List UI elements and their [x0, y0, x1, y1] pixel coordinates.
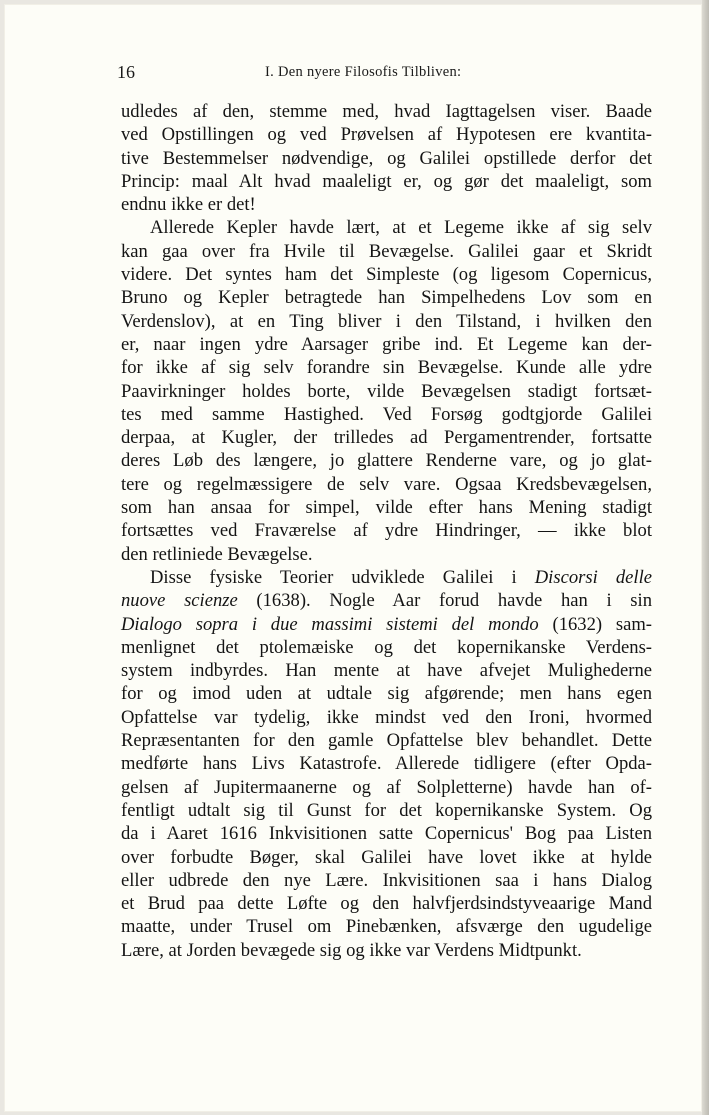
text-line [121, 846, 652, 869]
text-line [121, 403, 652, 426]
text-run: som han ansaa for simpel, vilde efter hans Mening stadigt [121, 497, 652, 519]
text-run: Princip: maal Alt hvad maaleligt er, og gør det maaleligt, som [121, 170, 652, 192]
text-line [121, 799, 652, 822]
text-line [121, 170, 652, 193]
text-run: Bruno og Kepler betragtede han Simpelhedens Lov som en [121, 287, 652, 309]
text-line [121, 682, 652, 705]
book-page [4, 4, 702, 1112]
text-run: (1632) sam- [538, 613, 652, 635]
text-run: derpaa, at Kugler, der trilledes ad Pergamentrender, fortsatte [121, 427, 652, 449]
text-run: udledes af den, stemme med, hvad Iagttagelsen viser. Baade [121, 101, 652, 122]
text-line [121, 613, 652, 636]
text-run: tere og regelmæssigere de selv vare. Ogsaa Kredsbevægelsen, [121, 473, 652, 495]
text-line [121, 892, 652, 915]
text-run: kan gaa over fra Hvile til Bevægelse. Galilei gaar et Skridt [121, 240, 652, 262]
text-line [121, 752, 652, 775]
text-run: Verdenslov), at en Ting bliver i den Tilstand, i hvilken den [121, 310, 652, 332]
text-line [121, 659, 652, 682]
text-line [121, 286, 652, 309]
text-run: for og imod uden at udtale sig afgørende; men hans egen [121, 683, 652, 705]
body-text [121, 100, 652, 962]
page-header [117, 62, 657, 84]
text-run: for ikke af sig selv forandre sin Bevægelse. Kunde alle ydre [121, 357, 652, 379]
text-run: Opfattelse var tydelig, ikke mindst ved den Ironi, hvormed [121, 706, 652, 728]
text-run: er, naar ingen ydre Aarsager gribe ind. Et Legeme kan der- [121, 333, 652, 355]
text-line [121, 939, 652, 962]
text-run: maatte, under Trusel om Pinebænken, afsværge den ugudelige [121, 916, 652, 938]
text-line [121, 356, 652, 379]
text-run: (1638). Nogle Aar forud havde han i sin [237, 590, 652, 612]
text-line [121, 473, 652, 496]
text-run: den retliniede Bevægelse. [121, 543, 313, 565]
text-run: ved Opstillingen og ved Prøvelsen af Hypotesen ere kvantita- [121, 124, 652, 146]
text-run: fentligt udtalt sig til Gunst for det kopernikanske System. Og [121, 799, 652, 821]
text-line [121, 543, 652, 566]
text-run: Disse fysiske Teorier udviklede Galilei i [150, 566, 535, 588]
text-line [121, 216, 652, 239]
text-run: tive Bestemmelser nødvendige, og Galilei opstillede derfor det [121, 147, 652, 169]
text-line [121, 589, 652, 612]
text-line [121, 869, 652, 892]
text-line [121, 100, 652, 123]
text-line [121, 380, 652, 403]
text-line [121, 496, 652, 519]
text-run: tes med samme Hastighed. Ved Forsøg godtgjorde Galilei [121, 403, 652, 425]
italic-title: nuove scienze [121, 590, 238, 612]
text-line [121, 915, 652, 938]
text-line [121, 123, 652, 146]
text-run: endnu ikke er det! [121, 194, 256, 216]
text-line [121, 776, 652, 799]
text-line [121, 822, 652, 845]
page-edge [702, 0, 709, 1115]
italic-title: Discorsi delle [534, 566, 652, 588]
text-line [121, 310, 652, 333]
text-run: Lære, at Jorden bevægede sig og ikke var Verdens Midtpunkt. [121, 939, 582, 961]
text-run: da i Aaret 1616 Inkvisitionen satte Copernicus' Bog paa Listen [121, 823, 652, 845]
text-run: Allerede Kepler havde lært, at et Legeme ikke af sig selv [150, 217, 652, 239]
text-run: over forbudte Bøger, skal Galilei have lovet ikke at hylde [121, 846, 652, 868]
text-run: system indbyrdes. Han mente at have afvejet Mulighederne [121, 660, 652, 682]
text-run: Repræsentanten for den gamle Opfattelse blev behandlet. Dette [121, 730, 652, 752]
text-line [121, 147, 652, 170]
text-run: gelsen af Jupitermaanerne og af Solpletterne) havde han of- [121, 776, 652, 798]
text-run: eller udbrede den nye Lære. Inkvisitionen saa i hans Dialog [121, 869, 652, 891]
text-line [121, 449, 652, 472]
text-line [121, 519, 652, 542]
text-line [121, 729, 652, 752]
text-line [121, 333, 652, 356]
text-run: Paavirkninger holdes borte, vilde Bevægelsen stadigt fortsæt- [121, 380, 652, 402]
text-line [121, 706, 652, 729]
italic-title: Dialogo sopra i due massimi sistemi del mondo [121, 613, 539, 635]
text-run: fortsættes ved Fraværelse af ydre Hindringer, — ikke blot [121, 520, 652, 542]
text-line [121, 263, 652, 286]
text-line [121, 426, 652, 449]
text-line [121, 566, 652, 589]
text-run: videre. Det syntes ham det Simpleste (og ligesom Copernicus, [121, 264, 652, 286]
text-line [121, 240, 652, 263]
text-line [121, 193, 652, 216]
text-run: medførte hans Livs Katastrofe. Allerede tidligere (efter Opda- [121, 753, 652, 775]
text-line [121, 636, 652, 659]
text-run: deres Løb des længere, jo glattere Renderne vare, og jo glat- [121, 450, 652, 472]
running-head: I. Den nyere Filosofis Tilbliven: [265, 64, 462, 80]
text-run: et Brud paa dette Løfte og den halvfjerdsindstyveaarige Mand [121, 893, 652, 915]
page-number: 16 [117, 62, 135, 82]
text-run: menlignet det ptolemæiske og det kopernikanske Verdens- [121, 636, 652, 658]
